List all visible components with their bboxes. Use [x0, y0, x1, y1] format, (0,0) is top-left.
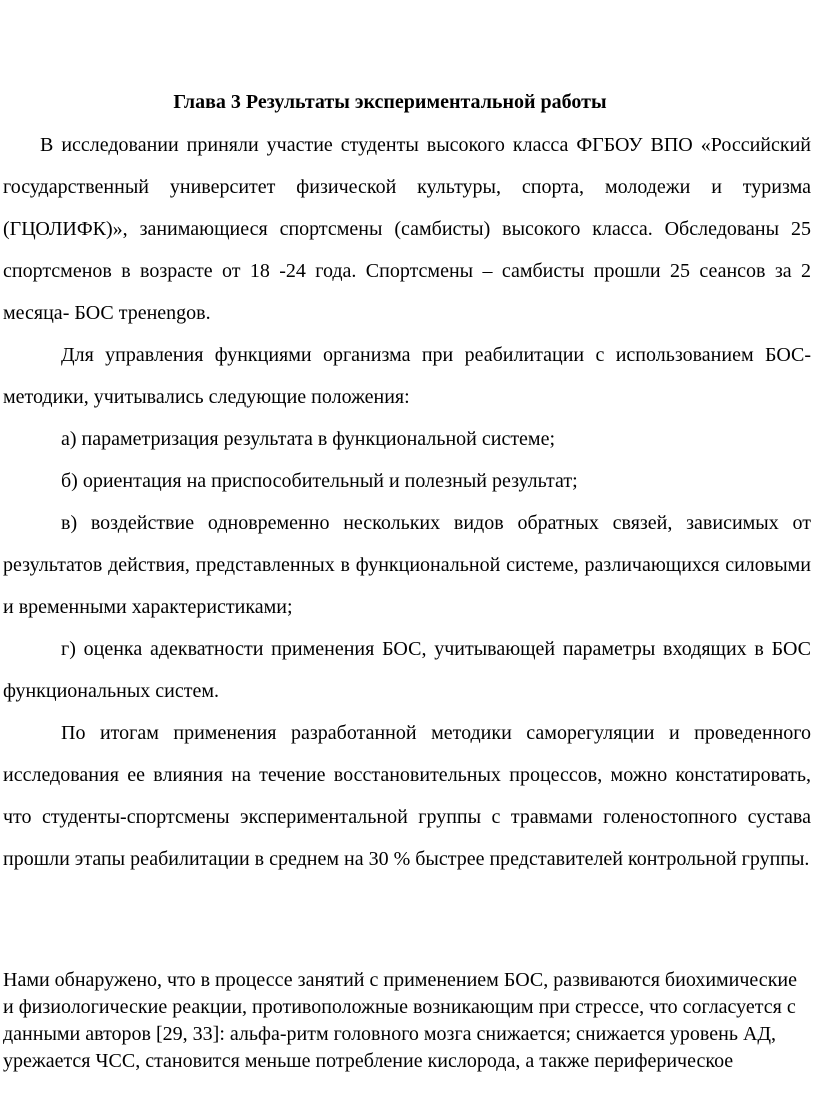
paragraph-bos-provisions: Для управления функциями организма при реабилитации с использованием БОС-методики, учитывались следующие положения:	[3, 344, 811, 408]
list-item-c: в) воздействие одновременно нескольких видов обратных связей, зависимых от результатов действия, представленных в функциональной системе, различающихся силовыми и временными характеристиками;	[3, 512, 811, 618]
list-item-d: г) оценка адекватности применения БОС, учитывающей параметры входящих в БОС функциональных систем.	[3, 638, 811, 702]
main-text	[3, 124, 811, 880]
paragraph-findings: Нами обнаружено, что в процессе занятий с применением БОС, развиваются биохимические и физиологические реакции, противоположные возникающим при стрессе, что согласуется с данными авторов [29, 33]: альфа-ритм головного мозга снижается; снижается уровень АД, урежается ЧСС, становится меньше потребление кислорода, а также периферическое	[3, 969, 797, 1072]
tail-text	[3, 967, 811, 1075]
list-item-a: а) параметризация результата в функциональной системе;	[61, 428, 556, 450]
list-item-b: б) ориентация на приспособительный и полезный результат;	[61, 470, 578, 492]
chapter-title: Глава 3 Результаты экспериментальной работы	[173, 91, 607, 113]
paragraph-participants: В исследовании приняли участие студенты высокого класса ФГБОУ ВПО «Российский государственный университет физической культуры, спорта, молодежи и туризма (ГЦОЛИФК)», занимающиеся спортсмены (самбисты) высокого класса. Обследованы 25 спортсменов в возрасте от 18 -24 года. Спортсмены – самбисты прошли 25 сеансов за 2 месяца- БОС тренengов.	[3, 134, 811, 324]
paragraph-results: По итогам применения разработанной методики саморегуляции и проведенного исследования ее влияния на течение восстановительных процессов, можно констатировать, что студенты-спортсмены экспериментальной группы с травмами голеностопного сустава прошли этапы реабилитации в среднем на 30 % быстрее представителей контрольной группы.	[3, 722, 811, 870]
